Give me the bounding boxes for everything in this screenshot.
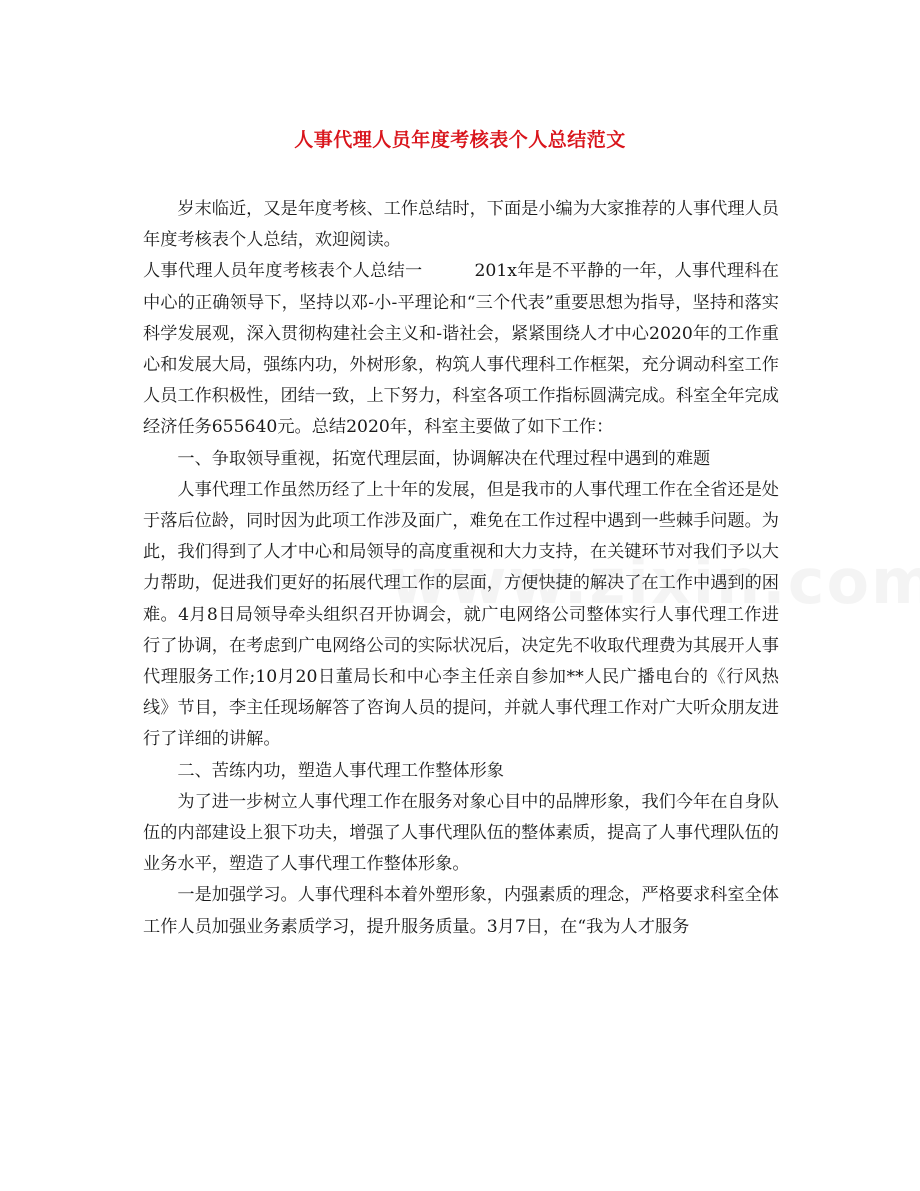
paragraph-one: 人事代理工作虽然历经了上十年的发展，但是我市的人事代理工作在全省还是处于落后位龄，同时因为此项工作涉及面广，难免在工作过程中遇到一些棘手问题。为此，我们得到了人才中心和局领导的高度重视和大力支持，在关键环节对我们予以大力帮助，促进我们更好的拓展代理工作的层面，方便快捷的解决了在工作中遇到的困难。4月8日局领导牵头组织召开协调会，就广电网络公司整体实行人事代理工作进行了协调，在考虑到广电网络公司的实际状况后，决定先不收取代理费为其展开人事代理服务工作;10月20日董局长和中心李主任亲自参加**人民广播电台的《行风热线》节目，李主任现场解答了咨询人员的提问，并就人事代理工作对广大听众朋友进行了详细的讲解。 — [143, 479, 779, 750]
heading-one: 一、争取领导重视，拓宽代理层面，协调解决在代理过程中遇到的难题 — [177, 448, 711, 469]
document-title: 人事代理人员年度考核表个人总结范文 — [294, 129, 626, 151]
heading-two: 二、苦练内功，塑造人事代理工作整体形象 — [177, 760, 504, 781]
paragraph-three: 一是加强学习。人事代理科本着外塑形象，内强素质的理念，严格要求科室全体工作人员加强业务素质学习，提升服务质量。3月7日，在“我为人才服务 — [143, 885, 779, 937]
section-heading: 人事代理人员年度考核表个人总结一 — [143, 261, 423, 282]
paragraph-two: 为了进一步树立人事代理工作在服务对象心目中的品牌形象，我们今年在自身队伍的内部建设上狠下功夫，增强了人事代理队伍的整体素质，提高了人事代理队伍的业务水平，塑造了人事代理工作整体形象。 — [143, 791, 779, 875]
section-body: 201x年是不平静的一年，人事代理科在中心的正确领导下，坚持以邓-小-平理论和“三个代表”重要思想为指导，坚持和落实科学发展观，深入贯彻构建社会主义和-谐社会，紧紧围绕人才中心2020年的工作重心和发展大局，强练内功，外树形象，构筑人事代理科工作框架，充分调动科室工作人员工作积极性，团结一致，上下努力，科室各项工作指标圆满完成。科室全年完成经济任务655640元。总结2020年，科室主要做了如下工作： — [143, 261, 779, 438]
section-paragraph — [143, 256, 779, 443]
intro-paragraph: 岁末临近，又是年度考核、工作总结时，下面是小编为大家推荐的人事代理人员年度考核表个人总结，欢迎阅读。 — [143, 199, 779, 251]
document-body — [143, 165, 779, 943]
